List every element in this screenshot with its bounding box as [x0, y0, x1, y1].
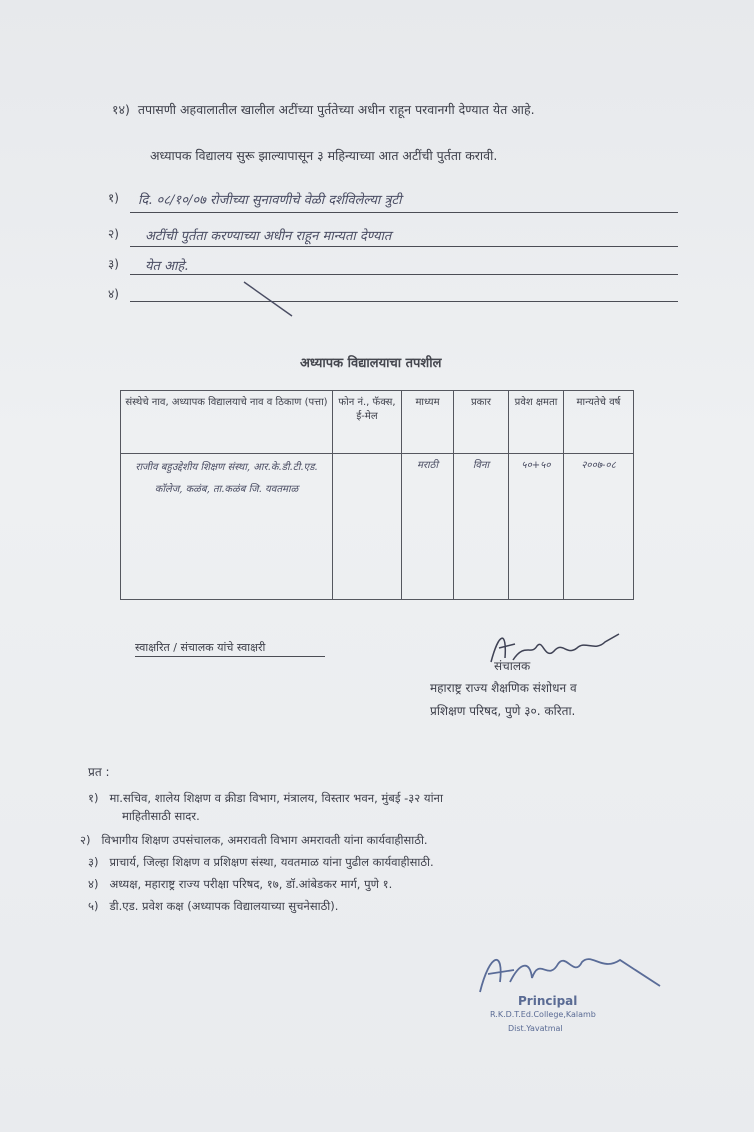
- copy-item: २) विभागीय शिक्षण उपसंचालक, अमरावती विभाग अमरावती यांना कार्यवाहीसाठी.: [80, 833, 428, 847]
- condition-rule: [130, 246, 678, 247]
- copy-item: १) मा.सचिव, शालेय शिक्षण व क्रीडा विभाग, मंत्रालय, विस्तार भवन, मुंबई -३२ यांना: [88, 791, 443, 805]
- clause-14-line-2: अध्यापक विद्यालय सुरू झाल्यापासून ३ महिन्याच्या आत अटींची पुर्तता करावी.: [150, 148, 498, 163]
- copy-item: ५) डी.एड. प्रवेश कक्ष (अध्यापक विद्यालयाच्या सुचनेसाठी).: [88, 899, 339, 913]
- condition-number: ४): [108, 287, 119, 301]
- copy-item: ३) प्राचार्य, जिल्हा शिक्षण व प्रशिक्षण संस्था, यवतमाळ यांना पुढील कार्यवाहीसाठी.: [88, 855, 434, 869]
- header-contact: फोन नं., फॅक्स, ई-मेल: [333, 391, 402, 454]
- condition-rule: [130, 301, 678, 302]
- cell-institution: राजीव बहुउद्देशीय शिक्षण संस्था, आर.के.डी.टी.एड. कॉलेज, कळंब, ता.कळंब जि. यवतमाळ: [121, 454, 333, 600]
- cell-type: विना: [454, 454, 509, 600]
- copy-item: ४) अध्यक्ष, महाराष्ट्र राज्य परीक्षा परिषद, १७, डॉ.आंबेडकर मार्ग, पुणे १.: [88, 877, 393, 891]
- condition-handwriting: दि. ०८/१०/०७ रोजीच्या सुनावणीचे वेळी दर्शविलेल्या त्रुटी: [138, 193, 402, 208]
- clause-14-line-1: १४) तपासणी अहवालातील खालील अटींच्या पुर्ततेच्या अधीन राहून परवानगी देण्यात येत आहे.: [112, 102, 535, 117]
- cell-intake: ५०+५०: [509, 454, 564, 600]
- director-org-line-1: महाराष्ट्र राज्य शैक्षणिक संशोधन व: [430, 681, 577, 695]
- header-institution: संस्थेचे नाव, अध्यापक विद्यालयाचे नाव व ठिकाण (पत्ता): [121, 391, 333, 454]
- cell-medium: मराठी: [402, 454, 454, 600]
- condition-handwriting: येत आहे.: [145, 259, 189, 274]
- condition-rule: [130, 212, 678, 213]
- copy-item-continuation: माहितीसाठी सादर.: [122, 809, 200, 823]
- table-heading: अध्यापक विद्यालयाचा तपशील: [300, 356, 442, 371]
- signed-note-underline: [135, 656, 325, 657]
- director-title: संचालक: [494, 659, 531, 673]
- college-details-table: [120, 390, 634, 600]
- copy-to-label: प्रत :: [88, 765, 110, 779]
- header-recognition-year: मान्यतेचे वर्ष: [564, 391, 634, 454]
- header-intake: प्रवेश क्षमता: [509, 391, 564, 454]
- condition-number: १): [108, 191, 119, 205]
- header-medium: माध्यम: [402, 391, 454, 454]
- principal-signature: [470, 942, 670, 1000]
- principal-stamp-district: Dist.Yavatmal: [508, 1024, 563, 1033]
- principal-stamp-college: R.K.D.T.Ed.College,Kalamb: [490, 1010, 596, 1019]
- principal-stamp-title: Principal: [518, 994, 578, 1008]
- strike-mark: [240, 278, 300, 322]
- cell-contact: [333, 454, 402, 600]
- header-type: प्रकार: [454, 391, 509, 454]
- condition-number: २): [108, 227, 119, 241]
- condition-handwriting: अटींची पुर्तता करण्याच्या अधीन राहून मान्यता देण्यात: [145, 229, 392, 244]
- director-org-line-2: प्रशिक्षण परिषद, पुणे ३०. करिता.: [430, 704, 576, 718]
- condition-number: ३): [108, 257, 119, 271]
- cell-recognition-year: २००७-०८: [564, 454, 634, 600]
- signed-note: स्वाक्षरित / संचालक यांचे स्वाक्षरी: [135, 641, 266, 654]
- condition-rule: [130, 274, 678, 275]
